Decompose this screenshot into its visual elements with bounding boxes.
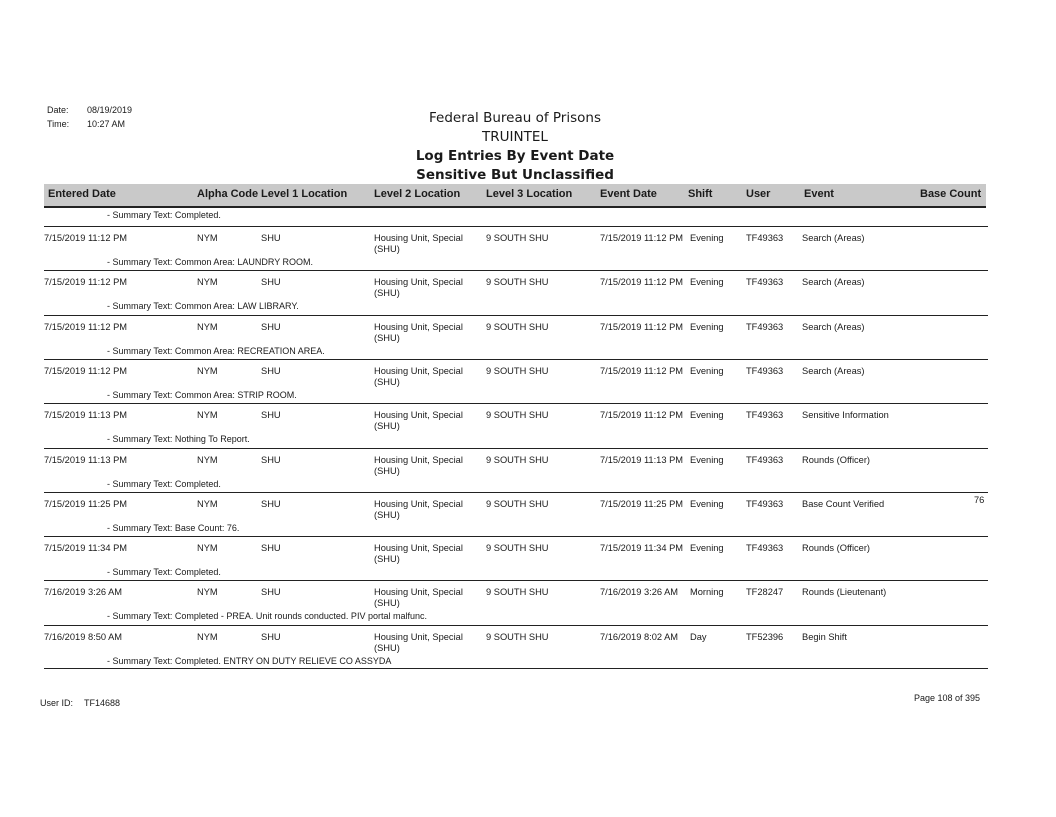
system-name: TRUINTEL <box>482 129 548 145</box>
level-1-location-cell: SHU <box>261 631 281 642</box>
table-row <box>44 448 988 493</box>
col-entered-date: Entered Date <box>48 188 116 200</box>
event-date-cell: 7/15/2019 11:13 PM <box>600 454 684 465</box>
entered-date-cell: 7/15/2019 11:25 PM <box>44 498 128 509</box>
table-row <box>44 625 988 670</box>
table-row <box>44 536 988 581</box>
event-cell: Rounds (Officer) <box>802 454 871 465</box>
level-1-location-cell: SHU <box>261 321 281 332</box>
entered-date-cell: 7/15/2019 11:12 PM <box>44 365 128 376</box>
page-number: Page 108 of 395 <box>913 693 980 703</box>
level-2-location-cell: Housing Unit, Special (SHU) <box>374 587 463 609</box>
level-3-location-cell: 9 SOUTH SHU <box>486 498 549 509</box>
level-2-location-cell: Housing Unit, Special (SHU) <box>374 454 463 476</box>
event-date-cell: 7/15/2019 11:12 PM <box>600 365 684 376</box>
user-cell: TF49363 <box>746 365 784 376</box>
level-1-location-cell: SHU <box>261 543 281 554</box>
user-id-label: User ID: <box>40 698 74 708</box>
shift-cell: Evening <box>690 498 724 509</box>
level-1-location-cell: SHU <box>261 233 281 243</box>
table-row <box>44 315 988 360</box>
event-cell: Base Count Verified <box>802 498 885 509</box>
entered-date-cell: 7/15/2019 11:12 PM <box>44 277 128 288</box>
summary-text: - Summary Text: Completed. ENTRY ON DUTY RELIEVE CO ASSYDA <box>107 655 392 666</box>
footer-user <box>40 697 120 709</box>
shift-cell: Evening <box>690 277 724 288</box>
level-2-location-cell: Housing Unit, Special (SHU) <box>374 277 463 299</box>
event-cell: Rounds (Officer) <box>802 543 871 554</box>
shift-cell: Evening <box>690 321 724 332</box>
summary-text: - Summary Text: Common Area: LAUNDRY ROOM. <box>107 257 314 267</box>
shift-cell: Evening <box>690 454 724 465</box>
level-3-location-cell: 9 SOUTH SHU <box>486 277 549 288</box>
event-date-cell: 7/16/2019 8:02 AM <box>600 631 679 642</box>
col-alpha-code: Alpha Code <box>197 188 259 200</box>
user-cell: TF52396 <box>746 631 784 642</box>
table-end-divider <box>44 668 988 669</box>
user-cell: TF49363 <box>746 543 784 554</box>
event-cell: Begin Shift <box>802 631 847 642</box>
level-2-location-cell: Housing Unit, Special (SHU) <box>374 543 463 565</box>
event-cell: Search (Areas) <box>802 365 865 376</box>
summary-text: - Summary Text: Completed - PREA. Unit rounds conducted. PIV portal malfunc. <box>107 611 427 622</box>
level-1-location-cell: SHU <box>261 498 281 509</box>
event-date-cell: 7/15/2019 11:12 PM <box>600 233 684 243</box>
entered-date-cell: 7/15/2019 11:13 PM <box>44 410 128 421</box>
report-title-block <box>410 109 620 185</box>
report-title: Log Entries By Event Date <box>415 148 615 164</box>
level-3-location-cell: 9 SOUTH SHU <box>486 543 549 554</box>
alpha-code-cell: NYM <box>197 277 218 288</box>
event-cell: Search (Areas) <box>802 233 865 243</box>
event-cell: Sensitive Information <box>802 410 889 421</box>
summary-text: - Summary Text: Common Area: LAW LIBRARY. <box>107 301 299 312</box>
date-value: 08/19/2019 <box>87 105 133 115</box>
table-header <box>44 184 986 208</box>
event-cell: Search (Areas) <box>802 321 865 332</box>
summary-text: - Summary Text: Common Area: RECREATION AREA. <box>107 345 325 356</box>
user-cell: TF28247 <box>746 587 784 598</box>
level-1-location-cell: SHU <box>261 587 281 598</box>
base-count-cell: 76 <box>974 494 985 505</box>
event-date-cell: 7/16/2019 3:26 AM <box>600 587 679 598</box>
level-3-location-cell: 9 SOUTH SHU <box>486 365 549 376</box>
org-name: Federal Bureau of Prisons <box>429 110 601 126</box>
col-event-date: Event Date <box>600 188 657 200</box>
event-cell: Rounds (Lieutenant) <box>802 587 887 598</box>
level-1-location-cell: SHU <box>261 454 281 465</box>
shift-cell: Morning <box>690 587 724 598</box>
col-level-3-location: Level 3 Location <box>486 188 573 200</box>
report-date <box>47 104 132 116</box>
table-row <box>44 580 988 625</box>
user-cell: TF49363 <box>746 233 784 243</box>
level-2-location-cell: Housing Unit, Special (SHU) <box>374 631 463 653</box>
col-shift: Shift <box>688 188 713 200</box>
alpha-code-cell: NYM <box>197 498 218 509</box>
level-3-location-cell: 9 SOUTH SHU <box>486 587 549 598</box>
event-date-cell: 7/15/2019 11:25 PM <box>600 498 684 509</box>
level-2-location-cell: Housing Unit, Special (SHU) <box>374 498 463 520</box>
report-time <box>47 118 125 130</box>
entered-date-cell: 7/16/2019 8:50 AM <box>44 631 123 642</box>
level-3-location-cell: 9 SOUTH SHU <box>486 454 549 465</box>
summary-text: - Summary Text: Completed. <box>107 478 221 489</box>
shift-cell: Evening <box>690 365 724 376</box>
shift-cell: Evening <box>690 410 724 421</box>
level-2-location-cell: Housing Unit, Special (SHU) <box>374 233 463 254</box>
entered-date-cell: 7/15/2019 11:34 PM <box>44 543 128 554</box>
alpha-code-cell: NYM <box>197 543 218 554</box>
level-2-location-cell: Housing Unit, Special (SHU) <box>374 365 463 387</box>
summary-text: - Summary Text: Nothing To Report. <box>107 434 250 445</box>
summary-text: - Summary Text: Completed. <box>107 567 221 578</box>
event-date-cell: 7/15/2019 11:12 PM <box>600 410 684 421</box>
table-row <box>44 492 988 537</box>
level-1-location-cell: SHU <box>261 410 281 421</box>
col-level-2-location: Level 2 Location <box>374 188 461 200</box>
entered-date-cell: 7/15/2019 11:12 PM <box>44 233 128 243</box>
event-date-cell: 7/15/2019 11:12 PM <box>600 277 684 288</box>
entered-date-cell: 7/16/2019 3:26 AM <box>44 587 123 598</box>
col-level-1-location: Level 1 Location <box>261 188 348 200</box>
shift-cell: Evening <box>690 233 724 243</box>
table-row <box>44 226 988 271</box>
level-3-location-cell: 9 SOUTH SHU <box>486 321 549 332</box>
col-user: User <box>746 188 771 200</box>
summary-text: - Summary Text: Completed. <box>107 210 221 220</box>
level-3-location-cell: 9 SOUTH SHU <box>486 410 549 421</box>
table-row <box>44 403 988 448</box>
user-id-value: TF14688 <box>84 698 121 708</box>
alpha-code-cell: NYM <box>197 454 218 465</box>
time-label: Time: <box>47 119 70 129</box>
alpha-code-cell: NYM <box>197 321 218 332</box>
level-3-location-cell: 9 SOUTH SHU <box>486 631 549 642</box>
alpha-code-cell: NYM <box>197 410 218 421</box>
table-row <box>44 359 988 404</box>
event-date-cell: 7/15/2019 11:12 PM <box>600 321 684 332</box>
level-2-location-cell: Housing Unit, Special (SHU) <box>374 410 463 432</box>
alpha-code-cell: NYM <box>197 233 218 243</box>
user-cell: TF49363 <box>746 277 784 288</box>
user-cell: TF49363 <box>746 410 784 421</box>
time-value: 10:27 AM <box>87 119 126 129</box>
alpha-code-cell: NYM <box>197 365 218 376</box>
col-event: Event <box>804 188 834 200</box>
shift-cell: Day <box>690 631 707 642</box>
alpha-code-cell: NYM <box>197 631 218 642</box>
user-cell: TF49363 <box>746 321 784 332</box>
entered-date-cell: 7/15/2019 11:12 PM <box>44 321 128 332</box>
summary-text: - Summary Text: Common Area: STRIP ROOM. <box>107 389 297 400</box>
level-1-location-cell: SHU <box>261 365 281 376</box>
user-cell: TF49363 <box>746 498 784 509</box>
event-cell: Search (Areas) <box>802 277 865 288</box>
shift-cell: Evening <box>690 543 724 554</box>
classification-label: Sensitive But Unclassified <box>416 167 614 183</box>
event-date-cell: 7/15/2019 11:34 PM <box>600 543 684 554</box>
level-2-location-cell: Housing Unit, Special (SHU) <box>374 321 463 343</box>
table-row <box>44 270 988 315</box>
alpha-code-cell: NYM <box>197 587 218 598</box>
col-base-count: Base Count <box>920 188 982 200</box>
level-1-location-cell: SHU <box>261 277 281 288</box>
summary-text: - Summary Text: Base Count: 76. <box>107 522 240 533</box>
entered-date-cell: 7/15/2019 11:13 PM <box>44 454 128 465</box>
date-label: Date: <box>47 105 69 115</box>
user-cell: TF49363 <box>746 454 784 465</box>
level-3-location-cell: 9 SOUTH SHU <box>486 233 549 243</box>
